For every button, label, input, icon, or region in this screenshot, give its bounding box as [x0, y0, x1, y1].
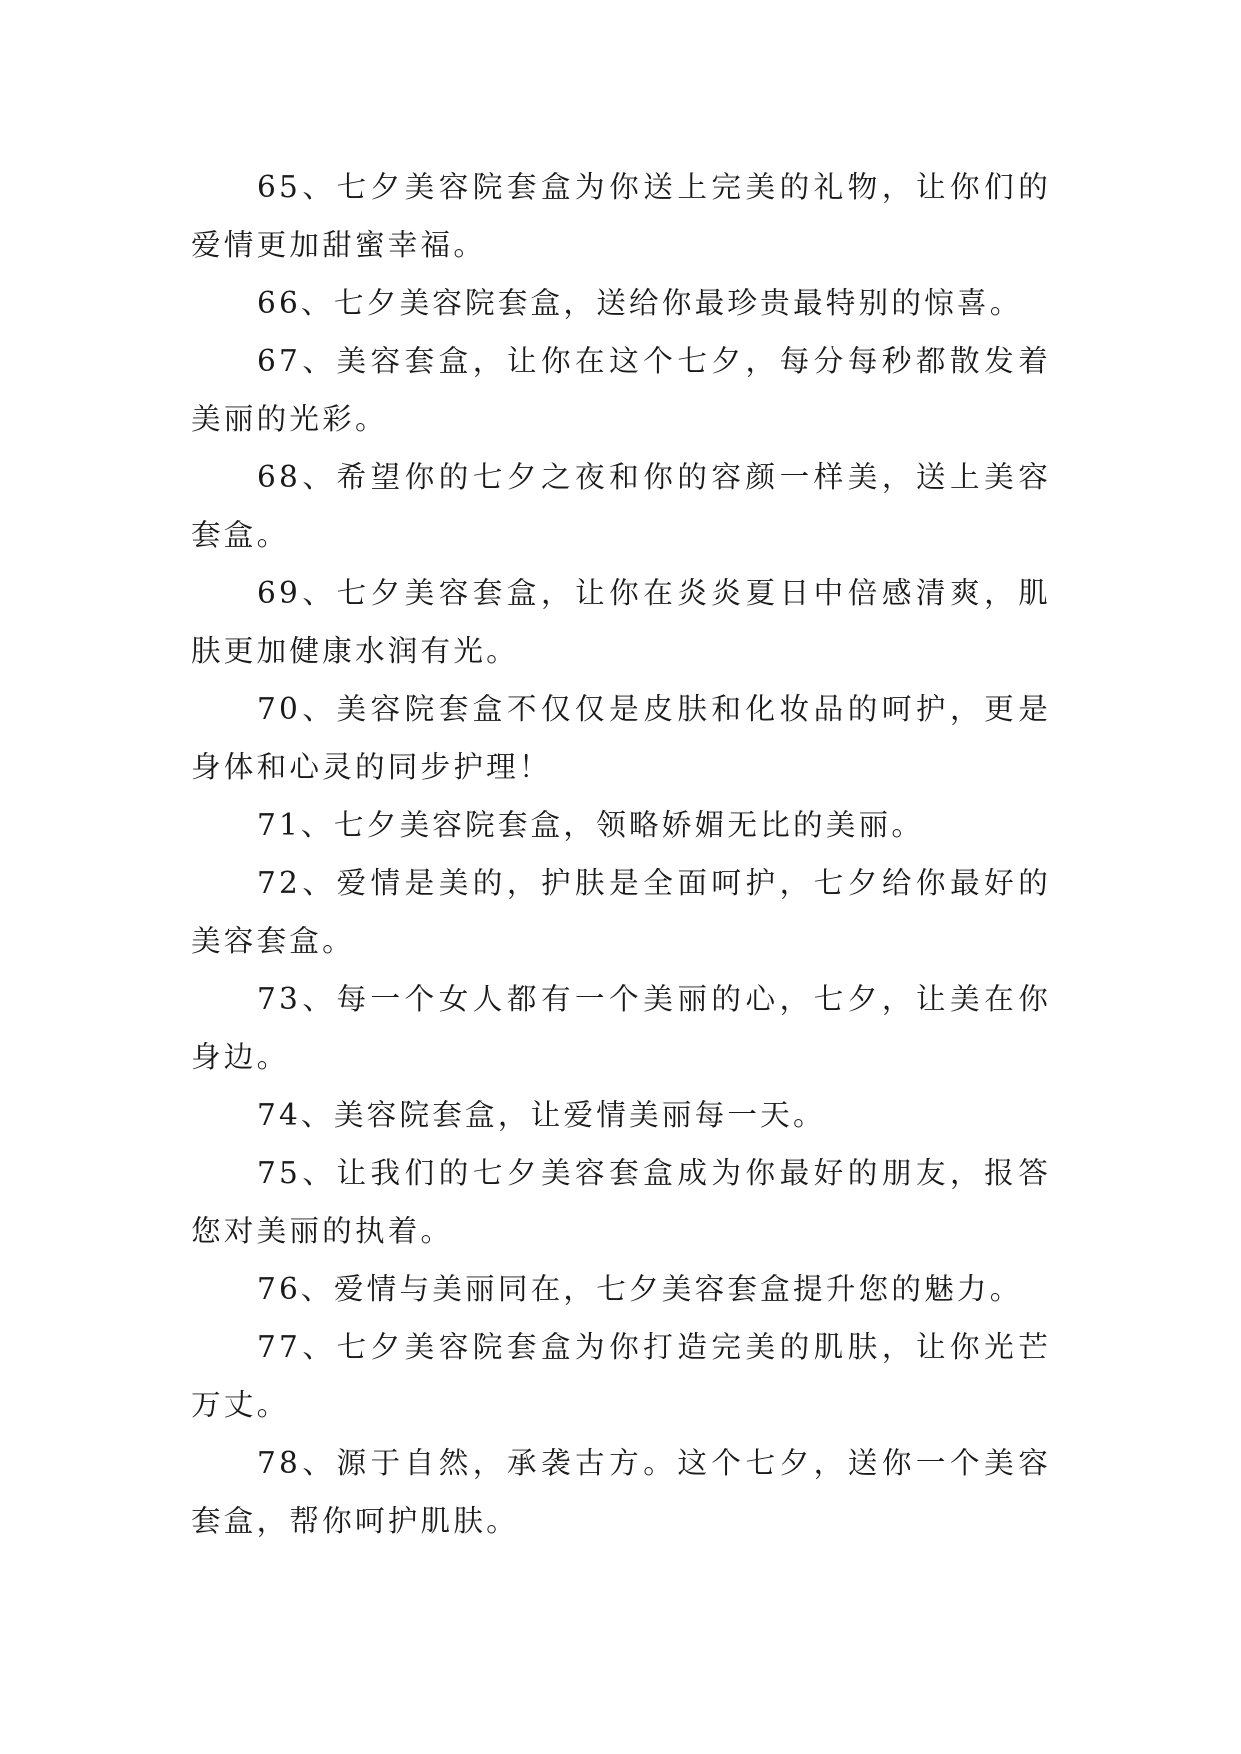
paragraph-78: 78、源于自然，承袭古方。这个七夕，送你一个美容套盒，帮你呵护肌肤。 — [191, 1446, 1051, 1538]
paragraph-77: 77、七夕美容院套盒为你打造完美的肌肤，让你光芒万丈。 — [191, 1330, 1051, 1422]
paragraph-76: 76、爱情与美丽同在，七夕美容套盒提升您的魅力。 — [257, 1272, 1023, 1306]
paragraph-67: 67、美容套盒，让你在这个七夕，每分每秒都散发着美丽的光彩。 — [191, 344, 1051, 436]
paragraph-65: 65、七夕美容院套盒为你送上完美的礼物，让你们的爱情更加甜蜜幸福。 — [191, 170, 1051, 262]
document-body — [191, 158, 1051, 1550]
paragraph-68: 68、希望你的七夕之夜和你的容颜一样美，送上美容套盒。 — [191, 460, 1051, 552]
paragraph-74: 74、美容院套盒，让爱情美丽每一天。 — [257, 1098, 826, 1132]
paragraph-69: 69、七夕美容套盒，让你在炎炎夏日中倍感清爽，肌肤更加健康水润有光。 — [191, 576, 1051, 668]
paragraph-70: 70、美容院套盒不仅仅是皮肤和化妆品的呵护，更是身体和心灵的同步护理！ — [191, 692, 1051, 784]
paragraph-71: 71、七夕美容院套盒，领略娇媚无比的美丽。 — [257, 808, 925, 842]
paragraph-75: 75、让我们的七夕美容套盒成为你最好的朋友，报答您对美丽的执着。 — [191, 1156, 1051, 1248]
paragraph-66: 66、七夕美容院套盒，送给你最珍贵最特别的惊喜。 — [257, 286, 1023, 320]
paragraph-73: 73、每一个女人都有一个美丽的心，七夕，让美在你身边。 — [191, 982, 1051, 1074]
paragraph-72: 72、爱情是美的，护肤是全面呵护，七夕给你最好的美容套盒。 — [191, 866, 1051, 958]
